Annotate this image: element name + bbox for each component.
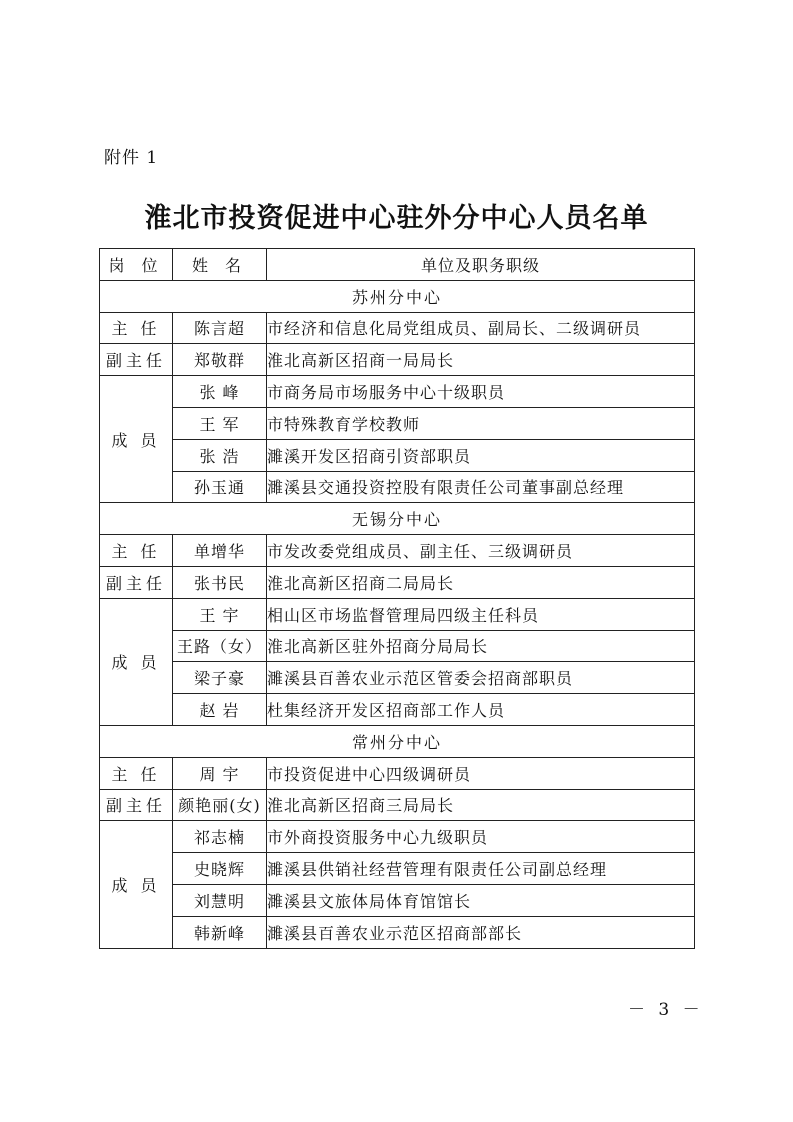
unit-cell: 市发改委党组成员、副主任、三级调研员: [267, 535, 695, 567]
role-cell: 主 任: [100, 312, 173, 344]
name-cell: 梁子豪: [173, 662, 267, 694]
table-row: [100, 312, 695, 344]
unit-cell: 市特殊教育学校教师: [267, 407, 695, 439]
table-row: [100, 407, 695, 439]
name-cell: 刘慧明: [173, 884, 267, 916]
table-row: [100, 757, 695, 789]
table-header-row: [100, 249, 695, 281]
section-row: [100, 280, 695, 312]
table-row: [100, 884, 695, 916]
unit-cell: 濉溪县交通投资控股有限责任公司董事副总经理: [267, 471, 695, 503]
name-cell: 祁志楠: [173, 821, 267, 853]
table-row: [100, 789, 695, 821]
table-row: [100, 535, 695, 567]
table-row: [100, 598, 695, 630]
section-title: 苏州分中心: [100, 280, 695, 312]
name-cell: 韩新峰: [173, 916, 267, 948]
unit-cell: 淮北高新区招商三局局长: [267, 789, 695, 821]
section-row: [100, 725, 695, 757]
header-unit: 单位及职务职级: [267, 249, 695, 281]
name-cell: 张 峰: [173, 376, 267, 408]
role-cell: 副主任: [100, 344, 173, 376]
unit-cell: 濉溪县百善农业示范区招商部部长: [267, 916, 695, 948]
table-row: [100, 471, 695, 503]
header-name: 姓 名: [173, 249, 267, 281]
role-cell: 成 员: [100, 598, 173, 725]
role-cell: 成 员: [100, 821, 173, 948]
unit-cell: 淮北高新区招商一局局长: [267, 344, 695, 376]
attachment-label: 附件 1: [104, 148, 159, 168]
table-row: [100, 630, 695, 662]
role-cell: 成 员: [100, 376, 173, 503]
header-position: 岗 位: [100, 249, 173, 281]
name-cell: 张书民: [173, 566, 267, 598]
unit-cell: 濉溪县供销社经营管理有限责任公司副总经理: [267, 853, 695, 885]
unit-cell: 濉溪开发区招商引资部职员: [267, 439, 695, 471]
role-cell: 主 任: [100, 535, 173, 567]
section-row: [100, 503, 695, 535]
table-row: [100, 916, 695, 948]
name-cell: 周 宇: [173, 757, 267, 789]
table-row: [100, 439, 695, 471]
table-row: [100, 376, 695, 408]
document-title: 淮北市投资促进中心驻外分中心人员名单: [144, 203, 649, 234]
table-row: [100, 662, 695, 694]
unit-cell: 濉溪县文旅体局体育馆馆长: [267, 884, 695, 916]
table-row: [100, 821, 695, 853]
unit-cell: 杜集经济开发区招商部工作人员: [267, 694, 695, 726]
table-row: [100, 566, 695, 598]
name-cell: 王 军: [173, 407, 267, 439]
name-cell: 张 浩: [173, 439, 267, 471]
table-row: [100, 694, 695, 726]
unit-cell: 相山区市场监督管理局四级主任科员: [267, 598, 695, 630]
unit-cell: 淮北高新区驻外招商分局局长: [267, 630, 695, 662]
unit-cell: 市商务局市场服务中心十级职员: [267, 376, 695, 408]
unit-cell: 淮北高新区招商二局局长: [267, 566, 695, 598]
unit-cell: 濉溪县百善农业示范区管委会招商部职员: [267, 662, 695, 694]
unit-cell: 市外商投资服务中心九级职员: [267, 821, 695, 853]
name-cell: 赵 岩: [173, 694, 267, 726]
unit-cell: 市投资促进中心四级调研员: [267, 757, 695, 789]
name-cell: 颜艳丽(女): [173, 789, 267, 821]
personnel-table: [99, 248, 695, 949]
name-cell: 孙玉通: [173, 471, 267, 503]
page-number: － 3 －: [628, 1000, 704, 1020]
section-title: 常州分中心: [100, 725, 695, 757]
name-cell: 郑敬群: [173, 344, 267, 376]
name-cell: 王路（女）: [173, 630, 267, 662]
role-cell: 主 任: [100, 757, 173, 789]
role-cell: 副主任: [100, 789, 173, 821]
name-cell: 王 宇: [173, 598, 267, 630]
table-row: [100, 853, 695, 885]
name-cell: 单增华: [173, 535, 267, 567]
name-cell: 史晓辉: [173, 853, 267, 885]
table-row: [100, 344, 695, 376]
name-cell: 陈言超: [173, 312, 267, 344]
unit-cell: 市经济和信息化局党组成员、副局长、二级调研员: [267, 312, 695, 344]
section-title: 无锡分中心: [100, 503, 695, 535]
role-cell: 副主任: [100, 566, 173, 598]
